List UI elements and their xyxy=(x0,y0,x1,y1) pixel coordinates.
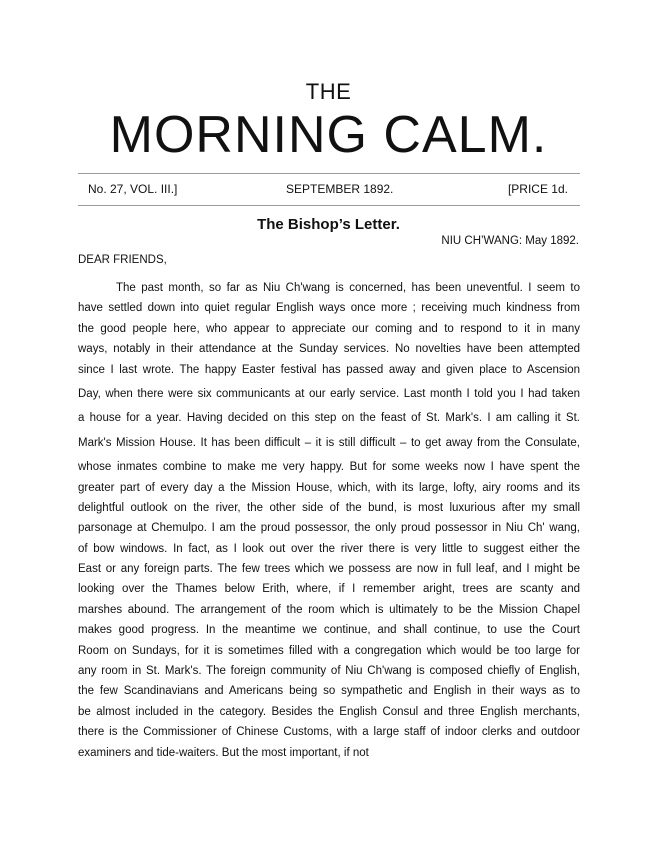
body-line: there is the Commissioner of Chinese Customs, with a large staff of indoor clerks and outdoor xyxy=(78,726,580,739)
body-line: marshes abound. The arrangement of the room which is ultimately to be the Mission Chapel xyxy=(78,603,580,616)
issue-number: No. 27, VOL. III.] xyxy=(88,182,178,196)
body-line: parsonage at Chemulpo. I am the proud possessor, the only proud possessor in Niu Ch' wang, xyxy=(78,522,580,535)
article-dateline: NIU CH’WANG: May 1892. xyxy=(441,235,579,247)
body-line: Mark's Mission House. It has been difficult – it is still difficult – to get away from the Consulate, xyxy=(78,436,580,449)
body-line: The past month, so far as Niu Ch'wang is concerned, has been uneventful. I seem to xyxy=(116,282,580,294)
body-line: any room in St. Mark's. The foreign community of Niu Ch'wang is composed chiefly of English, xyxy=(78,665,580,678)
body-line: examiners and tide-waiters. But the most important, if not xyxy=(78,746,369,759)
body-line: makes good progress. In the meantime we continue, and shall continue, to use the Court xyxy=(78,624,580,637)
masthead-rule-bottom xyxy=(78,205,580,206)
body-line: delightful outlook on the river, the other side of the bund, is most luxurious after my small xyxy=(78,501,580,514)
masthead-the: THE xyxy=(305,79,352,104)
body-line: be almost included in the category. Besides the English Consul and three English merchants, xyxy=(78,705,580,718)
body-line: looking over the Thames below Erith, where, if I remember aright, trees are scanty and xyxy=(78,583,580,596)
body-line: East or any foreign parts. The few trees which we possess are now in full leaf, and I might be xyxy=(78,563,580,576)
issue-price: [PRICE 1d. xyxy=(507,182,568,196)
article-body xyxy=(78,278,580,763)
body-line: have settled down into quiet regular English ways once more ; receiving much kindness from xyxy=(78,302,580,315)
body-line: ways, notably in their attendance at the Sunday services. No novelties have been attempted xyxy=(78,343,580,356)
body-line: the few Scandinavians and Americans being so sympathetic and English in their ways as to xyxy=(78,685,580,698)
masthead-title: MORNING CALM. xyxy=(109,106,548,164)
body-line: the good people here, who appear to appreciate our coming and to respond to it in many xyxy=(78,322,580,335)
body-line: since I last wrote. The happy Easter festival has passed away and given place to Ascension xyxy=(78,363,580,376)
body-line: a house for a year. Having decided on this step on the feast of St. Mark's. I am calling it St. xyxy=(78,412,580,425)
body-line: of bow windows. In fact, as I look out over the river there is very little to suggest either the xyxy=(78,542,580,555)
body-line: Room on Sundays, for it is sometimes filled with a congregation which would be too large for xyxy=(78,644,580,657)
article-title: The Bishop’s Letter. xyxy=(257,216,400,233)
body-line: greater part of every day a the Mission House, which, with its large, lofty, airy rooms and its xyxy=(78,481,580,494)
issue-date: SEPTEMBER 1892. xyxy=(286,182,394,196)
body-line: Day, when there were six communicants at our early service. Last month I told you I had taken xyxy=(78,387,580,400)
body-line: whose inmates combine to make me very happy. But for some weeks now I have spent the xyxy=(78,461,580,474)
issue-bar xyxy=(88,182,568,198)
masthead-rule-top xyxy=(78,173,580,174)
article-salutation: DEAR FRIENDS, xyxy=(78,254,167,266)
